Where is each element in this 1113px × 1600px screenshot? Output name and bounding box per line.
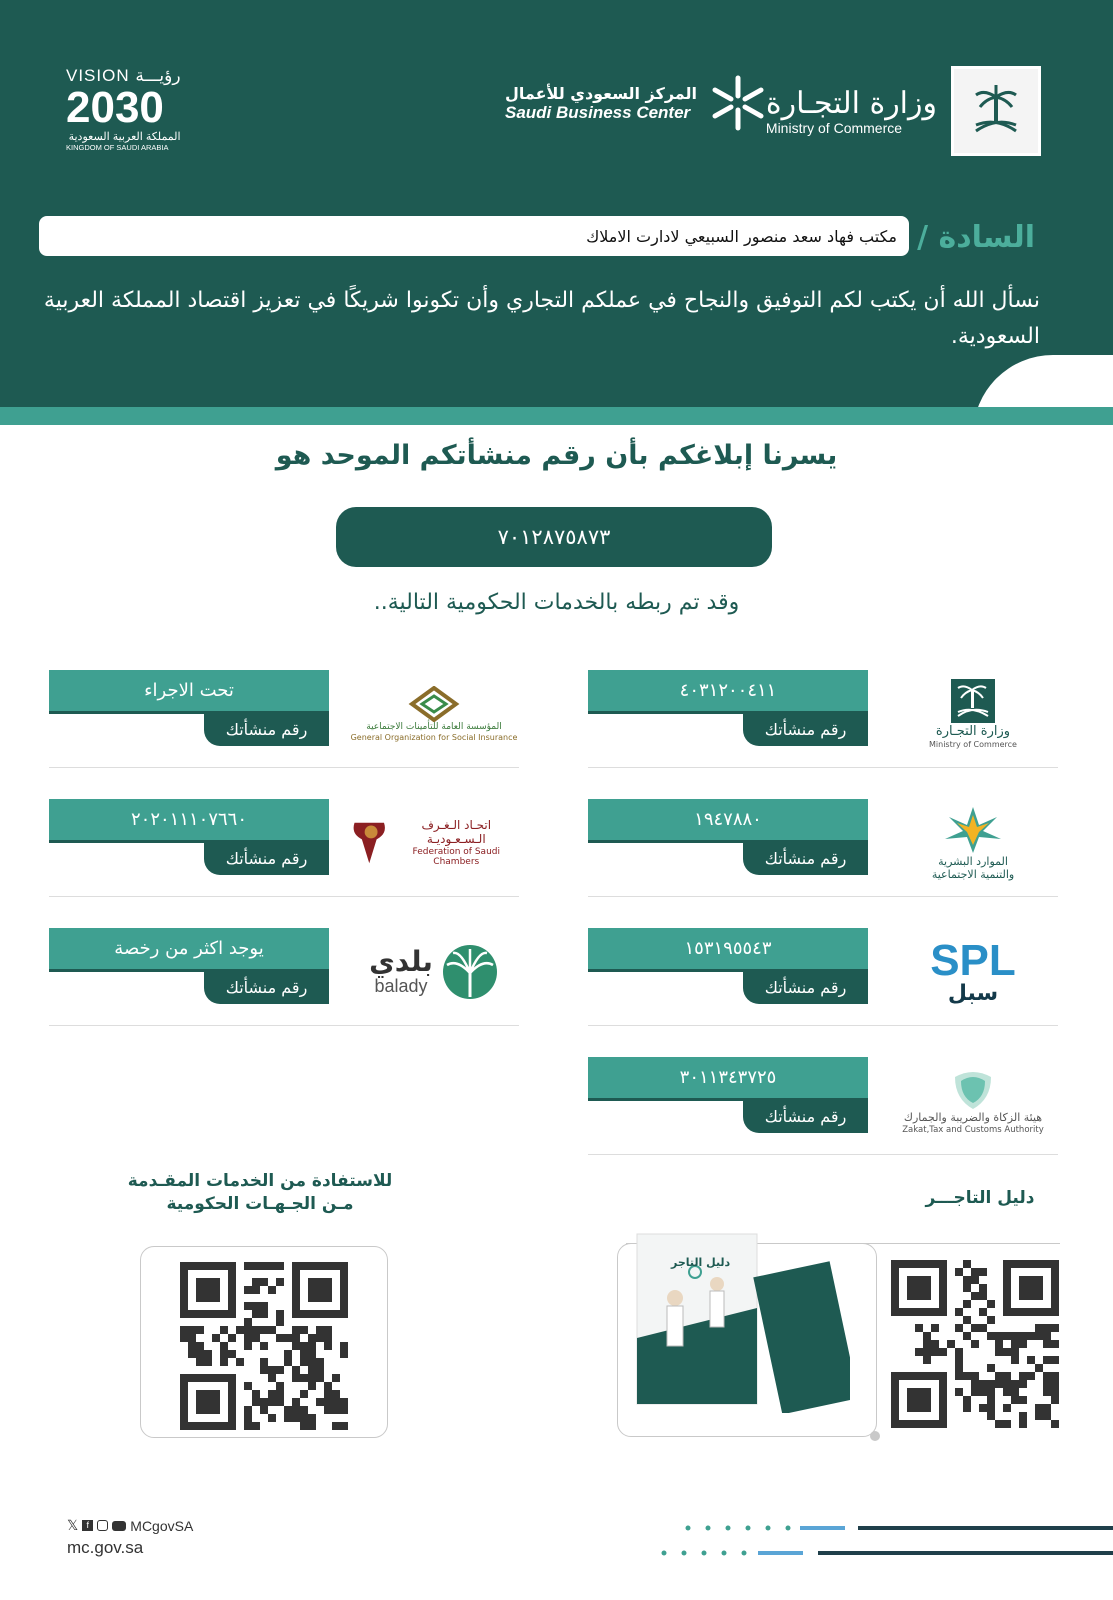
- service-spl: [588, 926, 1058, 1026]
- service-label: رقم منشأتك: [743, 970, 868, 1004]
- sbc-english-name: Saudi Business Center: [505, 102, 691, 122]
- moc-service-logo-en: Ministry of Commerce: [929, 740, 1017, 749]
- chambers-emblem-icon: [349, 817, 390, 869]
- social-handle[interactable]: MCgovSA: [130, 1517, 194, 1534]
- vision-kingdom-arabic: المملكة العربية السعودية: [68, 131, 181, 143]
- divider: [588, 767, 1058, 768]
- zatca-logo-ar: هيئة الزكاة والضريبة والجمارك: [903, 1111, 1043, 1125]
- gosi-logo-ar: المؤسسة العامة للتأمينات الاجتماعية: [366, 721, 502, 732]
- service-label: رقم منشأتك: [743, 841, 868, 875]
- service-hrsd: [588, 797, 1058, 897]
- palm-swords-icon: [950, 678, 996, 724]
- merchant-guide-title: دليل التاجـــر: [925, 1188, 1035, 1208]
- hrsd-logo: [888, 803, 1058, 883]
- salutation: السادة /: [917, 220, 1035, 255]
- gov-services-title-line1: للاستفادة من الخدمات المقـدمة: [127, 1171, 393, 1191]
- balady-logo-ar: بلدي: [369, 944, 433, 978]
- service-value: تحت الاجراء: [49, 670, 329, 714]
- service-balady: [49, 926, 519, 1026]
- unified-number-box: [336, 507, 772, 567]
- divider: [588, 896, 1058, 897]
- instagram-icon[interactable]: [97, 1520, 108, 1531]
- divider: [49, 767, 519, 768]
- spl-logo-ar: سبل: [947, 981, 999, 1006]
- moc-service-logo-ar: وزارة التجـارة: [935, 724, 1011, 740]
- divider: [49, 1025, 519, 1026]
- recipient-name-field: [39, 216, 909, 256]
- gov-services-qr-code[interactable]: [180, 1262, 348, 1430]
- service-value: يوجد اكثر من رخصة: [49, 928, 329, 972]
- footer: [67, 1517, 193, 1558]
- footer-decoration: [660, 1525, 1113, 1565]
- services-intro: وقد تم ربطه بالخدمات الحكومية التالية..: [373, 590, 740, 615]
- palm-swords-emblem-icon: [951, 66, 1041, 156]
- divider: [588, 1154, 1058, 1155]
- unified-number: ٧٠١٢٨٧٥٨٧٣: [497, 525, 611, 549]
- service-gosi: [49, 668, 519, 768]
- service-label: رقم منشأتك: [743, 712, 868, 746]
- service-label: رقم منشأتك: [204, 970, 329, 1004]
- zatca-logo-en: Zakat,Tax and Customs Authority: [902, 1124, 1044, 1135]
- header-accent-band: [0, 407, 1113, 425]
- guide-cover-title: دليل التاجر: [671, 1256, 731, 1269]
- merchant-guide-qr-code[interactable]: [891, 1260, 1059, 1428]
- service-value: ٤٠٣١٢٠٠٤١١: [588, 670, 868, 714]
- social-row: [67, 1517, 193, 1534]
- header-curve-decoration: [973, 355, 1113, 415]
- gosi-emblem-icon: [406, 686, 462, 722]
- main-heading: يسرنا إبلاغكم بأن رقم منشأتكم الموحد هو: [275, 440, 838, 471]
- divider: [49, 896, 519, 897]
- vision-year: 2030: [66, 83, 164, 132]
- spl-logo-en: SPL: [930, 936, 1016, 985]
- vision-label: VISION رؤيـــة: [66, 66, 181, 85]
- website-link[interactable]: mc.gov.sa: [67, 1538, 144, 1557]
- service-value: ٢٠٢٠١١١٠٧٦٦٠: [49, 799, 329, 843]
- vision-2030-logo: [66, 66, 181, 152]
- gov-services-title-line2: مـن الجـهـات الحكومية: [166, 1193, 354, 1214]
- service-chambers: [49, 797, 519, 897]
- recipient-name: مكتب فهاد سعد منصور السبيعي لادارت الاملاك: [586, 226, 897, 246]
- saudi-business-center-logo: [505, 72, 769, 134]
- greeting-text: نسأل الله أن يكتب لكم التوفيق والنجاح في عملكم التجاري وأن تكونوا شريكًا في تعزيز اقتصاد المملكة العربية السعودية.: [43, 288, 1040, 349]
- service-moc: [588, 668, 1058, 768]
- balady-logo: [349, 932, 519, 1012]
- zatca-logo: [888, 1061, 1058, 1141]
- spl-logo: [888, 932, 1058, 1012]
- service-value: ١٥٣١٩٥٥٤٣: [588, 928, 868, 972]
- youtube-icon[interactable]: [112, 1521, 126, 1531]
- chambers-logo: [349, 803, 519, 883]
- vision-kingdom-english: KINGDOM OF SAUDI ARABIA: [66, 143, 169, 152]
- sbc-star-icon: [707, 72, 769, 134]
- service-value: ١٩٤٧٨٨٠: [588, 799, 868, 843]
- header-banner: [0, 0, 1113, 415]
- guide-dot: [870, 1431, 880, 1441]
- zatca-shield-icon: [951, 1067, 995, 1111]
- service-value: ٣٠١١٣٤٣٧٢٥: [588, 1057, 868, 1101]
- hrsd-logo-text: الموارد البشرية والتنمية الاجتماعية: [931, 854, 1015, 881]
- hrsd-star-icon: [943, 805, 1003, 855]
- chambers-logo-en: Federation of Saudi Chambers: [412, 846, 500, 868]
- merchant-guide-cover-image: [635, 1228, 850, 1413]
- sbc-arabic-name: المركز السعودي للأعمال: [505, 83, 697, 103]
- gosi-logo: [349, 674, 519, 754]
- divider: [588, 1025, 1058, 1026]
- service-label: رقم منشأتك: [743, 1099, 868, 1133]
- facebook-icon[interactable]: f: [82, 1520, 93, 1531]
- x-icon[interactable]: 𝕏: [67, 1517, 79, 1533]
- moc-arabic-name: وزارة التجـارة: [765, 85, 937, 121]
- service-label: رقم منشأتك: [204, 841, 329, 875]
- moc-service-logo: [888, 674, 1058, 754]
- chambers-logo-ar: اتحـاد الـغـرف الـسـعـوديـة: [421, 817, 492, 847]
- gosi-logo-en: General Organization for Social Insurance: [350, 732, 518, 742]
- service-label: رقم منشأتك: [204, 712, 329, 746]
- ministry-of-commerce-logo: [766, 66, 1041, 156]
- moc-english-name: Ministry of Commerce: [765, 119, 903, 136]
- service-zatca: [588, 1055, 1058, 1155]
- balady-logo-en: balady: [374, 975, 428, 996]
- balady-palm-icon: [441, 943, 499, 1001]
